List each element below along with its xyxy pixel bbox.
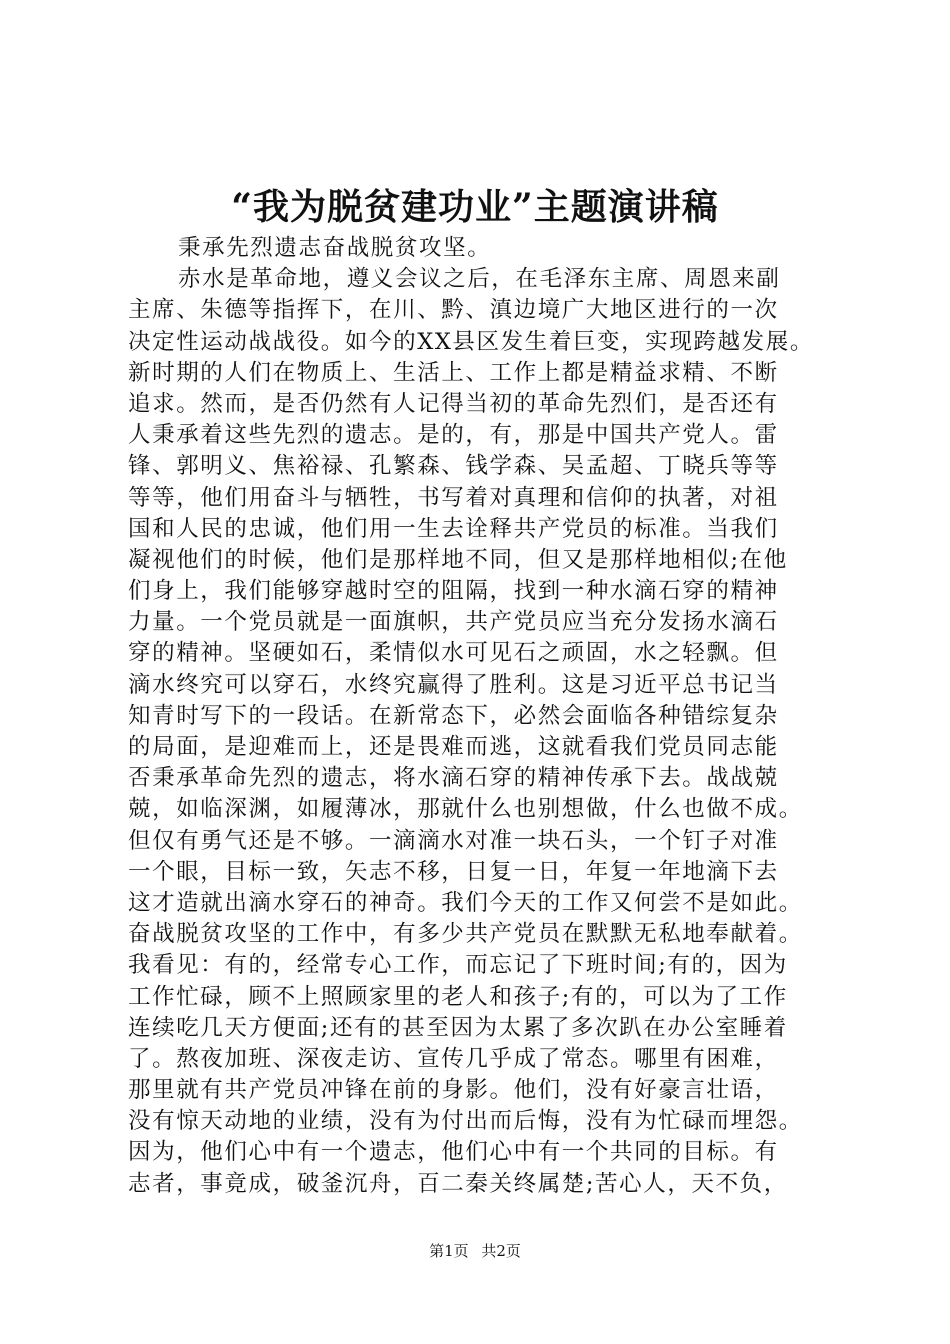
text-line: 奋战脱贫攻坚的工作中，有多少共产党员在默默无私地奉献着。 xyxy=(128,921,803,948)
text-line: 力量。一个党员就是一面旗帜，共产党员应当充分发扬水滴石 xyxy=(128,609,779,636)
text-line: 赤水是革命地，遵义会议之后，在毛泽东主席、周恩来副 xyxy=(178,266,781,293)
text-line: 知青时写下的一段话。在新常态下，必然会面临各种错综复杂 xyxy=(128,702,779,729)
text-line: 人秉承着这些先烈的遗志。是的，有，那是中国共产党人。雷 xyxy=(128,422,779,449)
text-line: 连续吃几天方便面;还有的甚至因为太累了多次趴在办公室睡着 xyxy=(128,1014,788,1041)
page-total: 共2页 xyxy=(481,1242,521,1260)
text-line: 秉承先烈遗志奋战脱贫攻坚。 xyxy=(178,235,492,261)
text-line: 的局面，是迎难而上，还是畏难而逃，这就看我们党员同志能 xyxy=(128,734,779,760)
document-body xyxy=(128,233,822,1200)
text-line: 志者，事竟成，破釜沉舟，百二秦关终属楚;苦心人，天不负， xyxy=(128,1170,788,1197)
document-title: “我为脱贫建功业”主题演讲稿 xyxy=(231,186,719,228)
text-line: 锋、郭明义、焦裕禄、孔繁森、钱学森、吴孟超、丁晓兵等等 xyxy=(128,453,779,480)
text-line: 没有惊天动地的业绩，没有为付出而后悔，没有为忙碌而埋怨。 xyxy=(128,1108,803,1135)
text-line: 凝视他们的时候，他们是那样地不同，但又是那样地相似;在他 xyxy=(128,546,788,573)
text-line: 穿的精神。坚硬如石，柔情似水可见石之顽固，水之轻飘。但 xyxy=(128,640,779,667)
text-line: 等等，他们用奋斗与牺牲，书写着对真理和信仰的执著，对祖 xyxy=(128,484,779,511)
text-line: 一个眼，目标一致，矢志不移，日复一日，年复一年地滴下去 xyxy=(128,858,779,885)
text-line: 我看见：有的，经常专心工作，而忘记了下班时间;有的，因为 xyxy=(128,952,788,979)
text-line: 们身上，我们能够穿越时空的阻隔，找到一种水滴石穿的精神 xyxy=(128,578,779,605)
page-number: 第1页 xyxy=(429,1242,469,1260)
text-line: 新时期的人们在物质上、生活上、工作上都是精益求精、不断 xyxy=(128,359,779,386)
page-footer xyxy=(0,1239,950,1263)
text-line: 因为，他们心中有一个遗志，他们心中有一个共同的目标。有 xyxy=(128,1139,779,1166)
text-line: 这才造就出滴水穿石的神奇。我们今天的工作又何尝不是如此。 xyxy=(128,889,803,916)
text-line: 追求。然而，是否仍然有人记得当初的革命先烈们，是否还有 xyxy=(128,390,779,417)
text-line: 兢，如临深渊，如履薄冰，那就什么也别想做，什么也做不成。 xyxy=(128,796,803,823)
text-line: 主席、朱德等指挥下，在川、黔、滇边境广大地区进行的一次 xyxy=(128,297,779,324)
text-line: 了。熬夜加班、深夜走访、宣传几乎成了常态。哪里有困难， xyxy=(128,1045,779,1072)
text-line: 决定性运动战战役。如今的XX县区发生着巨变，实现跨越发展。 xyxy=(128,328,814,355)
text-line: 否秉承革命先烈的遗志，将水滴石穿的精神传承下去。战战兢 xyxy=(128,765,779,792)
text-line: 工作忙碌，顾不上照顾家里的老人和孩子;有的，可以为了工作 xyxy=(128,983,788,1010)
text-line: 国和人民的忠诚，他们用一生去诠释共产党员的标准。当我们 xyxy=(128,515,779,542)
text-line: 那里就有共产党员冲锋在前的身影。他们，没有好豪言壮语， xyxy=(128,1077,779,1104)
text-line: 滴水终究可以穿石，水终究赢得了胜利。这是习近平总书记当 xyxy=(128,671,779,698)
text-line: 但仅有勇气还是不够。一滴滴水对准一块石头，一个钉子对准 xyxy=(128,827,779,854)
